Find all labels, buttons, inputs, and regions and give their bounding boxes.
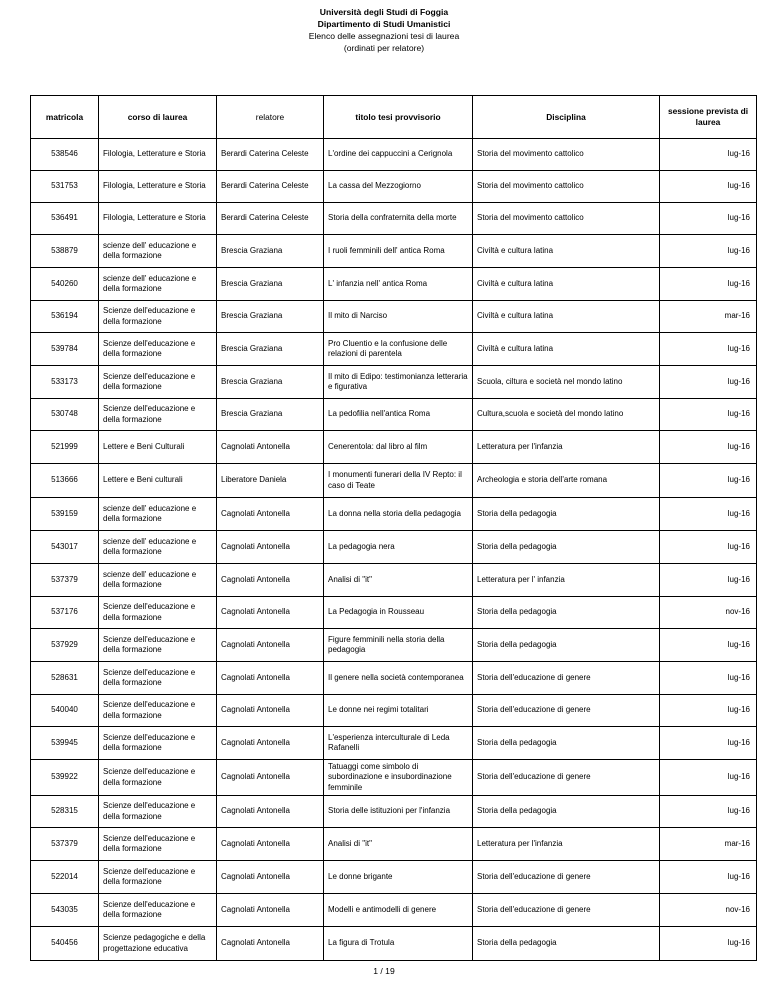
cell-matricola: 531753: [31, 171, 99, 203]
cell-matricola: 543017: [31, 531, 99, 564]
table-row: [31, 564, 757, 597]
cell-matricola: 539945: [31, 727, 99, 760]
table-row: [31, 629, 757, 662]
table-row: [31, 235, 757, 268]
cell-corso: Scienze dell'educazione e della formazione: [99, 629, 217, 662]
cell-titolo: Analisi di "it": [324, 828, 473, 861]
department-name: Dipartimento di Studi Umanistici: [317, 19, 451, 29]
cell-corso: Scienze dell'educazione e della formazione: [99, 796, 217, 828]
cell-disciplina: Storia dell'educazione di genere: [473, 861, 660, 894]
cell-corso: Scienze dell'educazione e della formazione: [99, 760, 217, 796]
cell-disciplina: Letteratura per l' infanzia: [473, 564, 660, 597]
cell-titolo: La figura di Trotula: [324, 927, 473, 961]
cell-sessione: lug-16: [660, 464, 757, 498]
cell-relatore: Cagnolati Antonella: [217, 927, 324, 961]
table-row: [31, 828, 757, 861]
table-row: [31, 203, 757, 235]
table-row: [31, 431, 757, 464]
cell-relatore: Cagnolati Antonella: [217, 727, 324, 760]
cell-sessione: mar-16: [660, 301, 757, 333]
cell-relatore: Brescia Graziana: [217, 301, 324, 333]
table-body: [31, 139, 757, 961]
table-row: [31, 662, 757, 695]
cell-titolo: Analisi di "it": [324, 564, 473, 597]
header-disciplina: Disciplina: [473, 96, 660, 139]
cell-corso: Scienze dell'educazione e della formazione: [99, 894, 217, 927]
cell-corso: scienze dell' educazione e della formazione: [99, 564, 217, 597]
header-relatore: relatore: [217, 96, 324, 139]
cell-matricola: 539159: [31, 498, 99, 531]
table-row: [31, 796, 757, 828]
cell-disciplina: Storia della pedagogia: [473, 927, 660, 961]
table-row: [31, 171, 757, 203]
cell-disciplina: Storia dell'educazione di genere: [473, 894, 660, 927]
cell-sessione: lug-16: [660, 203, 757, 235]
cell-corso: Scienze dell'educazione e della formazione: [99, 861, 217, 894]
table-row: [31, 927, 757, 961]
cell-sessione: lug-16: [660, 531, 757, 564]
cell-disciplina: Letteratura per l'infanzia: [473, 431, 660, 464]
cell-relatore: Cagnolati Antonella: [217, 662, 324, 695]
cell-sessione: lug-16: [660, 333, 757, 366]
cell-sessione: lug-16: [660, 861, 757, 894]
cell-sessione: lug-16: [660, 431, 757, 464]
cell-corso: scienze dell' educazione e della formazione: [99, 498, 217, 531]
cell-disciplina: Civiltà e cultura latina: [473, 333, 660, 366]
cell-titolo: Il mito di Narciso: [324, 301, 473, 333]
cell-disciplina: Storia del movimento cattolico: [473, 171, 660, 203]
cell-titolo: Il mito di Edipo: testimonianza letteraria e figurativa: [324, 366, 473, 399]
cell-matricola: 536491: [31, 203, 99, 235]
cell-titolo: Le donne brigante: [324, 861, 473, 894]
cell-matricola: 513666: [31, 464, 99, 498]
cell-relatore: Cagnolati Antonella: [217, 564, 324, 597]
cell-matricola: 538879: [31, 235, 99, 268]
cell-relatore: Brescia Graziana: [217, 399, 324, 431]
page-number: 1 / 19: [373, 966, 395, 976]
table-row: [31, 301, 757, 333]
cell-disciplina: Storia dell'educazione di genere: [473, 662, 660, 695]
cell-sessione: lug-16: [660, 796, 757, 828]
cell-relatore: Cagnolati Antonella: [217, 796, 324, 828]
cell-disciplina: Storia del movimento cattolico: [473, 139, 660, 171]
cell-disciplina: Archeologia e storia dell'arte romana: [473, 464, 660, 498]
cell-sessione: lug-16: [660, 498, 757, 531]
table-row: [31, 531, 757, 564]
table-row: [31, 760, 757, 796]
cell-disciplina: Storia della pedagogia: [473, 597, 660, 629]
cell-matricola: 540040: [31, 695, 99, 727]
cell-matricola: 522014: [31, 861, 99, 894]
cell-sessione: lug-16: [660, 399, 757, 431]
cell-relatore: Cagnolati Antonella: [217, 760, 324, 796]
cell-corso: scienze dell' educazione e della formazione: [99, 268, 217, 301]
cell-sessione: lug-16: [660, 727, 757, 760]
table-row: [31, 333, 757, 366]
cell-sessione: lug-16: [660, 564, 757, 597]
cell-disciplina: Scuola, ciltura e società nel mondo latino: [473, 366, 660, 399]
cell-corso: Scienze dell'educazione e della formazione: [99, 727, 217, 760]
cell-relatore: Berardi Caterina Celeste: [217, 171, 324, 203]
cell-corso: Scienze dell'educazione e della formazione: [99, 301, 217, 333]
cell-titolo: La Pedagogia in Rousseau: [324, 597, 473, 629]
cell-corso: Scienze dell'educazione e della formazione: [99, 366, 217, 399]
cell-sessione: lug-16: [660, 171, 757, 203]
cell-corso: Scienze dell'educazione e della formazione: [99, 597, 217, 629]
cell-relatore: Cagnolati Antonella: [217, 629, 324, 662]
thesis-assignments-table: [30, 95, 757, 961]
cell-corso: Lettere e Beni culturali: [99, 464, 217, 498]
cell-titolo: La cassa del Mezzogiorno: [324, 171, 473, 203]
table-row: [31, 268, 757, 301]
cell-disciplina: Storia dell'educazione di genere: [473, 695, 660, 727]
cell-relatore: Liberatore Daniela: [217, 464, 324, 498]
cell-matricola: 540456: [31, 927, 99, 961]
cell-disciplina: Storia della pedagogia: [473, 629, 660, 662]
cell-relatore: Cagnolati Antonella: [217, 597, 324, 629]
cell-matricola: 521999: [31, 431, 99, 464]
cell-matricola: 537379: [31, 564, 99, 597]
document-header: [0, 6, 768, 54]
cell-disciplina: Storia della pedagogia: [473, 796, 660, 828]
cell-disciplina: Storia del movimento cattolico: [473, 203, 660, 235]
cell-corso: Filologia, Letterature e Storia: [99, 203, 217, 235]
cell-sessione: lug-16: [660, 695, 757, 727]
document-subtitle: (ordinati per relatore): [343, 43, 425, 53]
cell-disciplina: Storia dell'educazione di genere: [473, 760, 660, 796]
cell-sessione: mar-16: [660, 828, 757, 861]
cell-matricola: 528631: [31, 662, 99, 695]
cell-disciplina: Letteratura per l'infanzia: [473, 828, 660, 861]
cell-titolo: La pedagogia nera: [324, 531, 473, 564]
cell-sessione: lug-16: [660, 760, 757, 796]
cell-sessione: lug-16: [660, 139, 757, 171]
cell-matricola: 536194: [31, 301, 99, 333]
table-row: [31, 464, 757, 498]
cell-sessione: nov-16: [660, 894, 757, 927]
cell-titolo: Cenerentola: dal libro al film: [324, 431, 473, 464]
cell-sessione: lug-16: [660, 629, 757, 662]
cell-relatore: Cagnolati Antonella: [217, 695, 324, 727]
cell-relatore: Cagnolati Antonella: [217, 431, 324, 464]
cell-sessione: lug-16: [660, 366, 757, 399]
table-row: [31, 861, 757, 894]
cell-corso: Scienze dell'educazione e della formazione: [99, 333, 217, 366]
cell-relatore: Brescia Graziana: [217, 268, 324, 301]
table-row: [31, 894, 757, 927]
table-row: [31, 695, 757, 727]
cell-sessione: nov-16: [660, 597, 757, 629]
document-title: Elenco delle assegnazioni tesi di laurea: [308, 31, 460, 41]
cell-titolo: Modelli e antimodelli di genere: [324, 894, 473, 927]
cell-matricola: 528315: [31, 796, 99, 828]
cell-relatore: Berardi Caterina Celeste: [217, 139, 324, 171]
table-row: [31, 727, 757, 760]
cell-titolo: Pro Cluentio e la confusione delle relazioni di parentela: [324, 333, 473, 366]
cell-sessione: lug-16: [660, 927, 757, 961]
table-row: [31, 597, 757, 629]
cell-corso: Filologia, Letterature e Storia: [99, 171, 217, 203]
header-sessione: sessione prevista di laurea: [660, 96, 757, 139]
cell-matricola: 530748: [31, 399, 99, 431]
cell-matricola: 537176: [31, 597, 99, 629]
cell-matricola: 537379: [31, 828, 99, 861]
table-row: [31, 366, 757, 399]
cell-corso: Scienze pedagogiche e della progettazione educativa: [99, 927, 217, 961]
cell-relatore: Cagnolati Antonella: [217, 894, 324, 927]
cell-sessione: lug-16: [660, 662, 757, 695]
cell-titolo: Storia delle istituzioni per l'infanzia: [324, 796, 473, 828]
cell-corso: Scienze dell'educazione e della formazione: [99, 828, 217, 861]
cell-titolo: La donna nella storia della pedagogia: [324, 498, 473, 531]
header-corso-di-laurea: corso di laurea: [99, 96, 217, 139]
cell-titolo: Figure femminili nella storia della pedagogia: [324, 629, 473, 662]
table-row: [31, 139, 757, 171]
cell-matricola: 538546: [31, 139, 99, 171]
cell-titolo: Le donne nei regimi totalitari: [324, 695, 473, 727]
cell-titolo: Storia della confraternita della morte: [324, 203, 473, 235]
cell-relatore: Brescia Graziana: [217, 235, 324, 268]
cell-disciplina: Cultura,scuola e società del mondo latino: [473, 399, 660, 431]
cell-disciplina: Civiltà e cultura latina: [473, 268, 660, 301]
cell-relatore: Brescia Graziana: [217, 333, 324, 366]
cell-relatore: Berardi Caterina Celeste: [217, 203, 324, 235]
cell-matricola: 543035: [31, 894, 99, 927]
cell-matricola: 539922: [31, 760, 99, 796]
cell-matricola: 539784: [31, 333, 99, 366]
cell-corso: scienze dell' educazione e della formazione: [99, 531, 217, 564]
cell-relatore: Cagnolati Antonella: [217, 531, 324, 564]
cell-corso: Filologia, Letterature e Storia: [99, 139, 217, 171]
table-row: [31, 399, 757, 431]
cell-titolo: I ruoli femminili dell' antica Roma: [324, 235, 473, 268]
cell-disciplina: Storia della pedagogia: [473, 727, 660, 760]
header-matricola: matricola: [31, 96, 99, 139]
cell-titolo: L' infanzia nell' antica Roma: [324, 268, 473, 301]
cell-relatore: Brescia Graziana: [217, 366, 324, 399]
cell-titolo: Il genere nella società contemporanea: [324, 662, 473, 695]
cell-disciplina: Civiltà e cultura latina: [473, 235, 660, 268]
cell-titolo: Tatuaggi come simbolo di subordinazione e insubordinazione femminile: [324, 760, 473, 796]
cell-corso: scienze dell' educazione e della formazione: [99, 235, 217, 268]
university-name: Università degli Studi di Foggia: [319, 7, 449, 17]
header-titolo-tesi: titolo tesi provvisorio: [324, 96, 473, 139]
cell-relatore: Cagnolati Antonella: [217, 861, 324, 894]
cell-corso: Scienze dell'educazione e della formazione: [99, 662, 217, 695]
cell-titolo: L'esperienza interculturale di Leda Rafanelli: [324, 727, 473, 760]
cell-titolo: La pedofilia nell'antica Roma: [324, 399, 473, 431]
cell-disciplina: Storia della pedagogia: [473, 531, 660, 564]
cell-relatore: Cagnolati Antonella: [217, 498, 324, 531]
cell-corso: Lettere e Beni Culturali: [99, 431, 217, 464]
cell-sessione: lug-16: [660, 235, 757, 268]
cell-relatore: Cagnolati Antonella: [217, 828, 324, 861]
cell-matricola: 533173: [31, 366, 99, 399]
cell-corso: Scienze dell'educazione e della formazione: [99, 399, 217, 431]
cell-disciplina: Civiltà e cultura latina: [473, 301, 660, 333]
cell-matricola: 537929: [31, 629, 99, 662]
table-row: [31, 498, 757, 531]
cell-titolo: L'ordine dei cappuccini a Cerignola: [324, 139, 473, 171]
cell-disciplina: Storia della pedagogia: [473, 498, 660, 531]
cell-matricola: 540260: [31, 268, 99, 301]
cell-sessione: lug-16: [660, 268, 757, 301]
table-header-row: [31, 96, 757, 139]
cell-titolo: I monumenti funerari della IV Repto: il caso di Teate: [324, 464, 473, 498]
cell-corso: Scienze dell'educazione e della formazione: [99, 695, 217, 727]
